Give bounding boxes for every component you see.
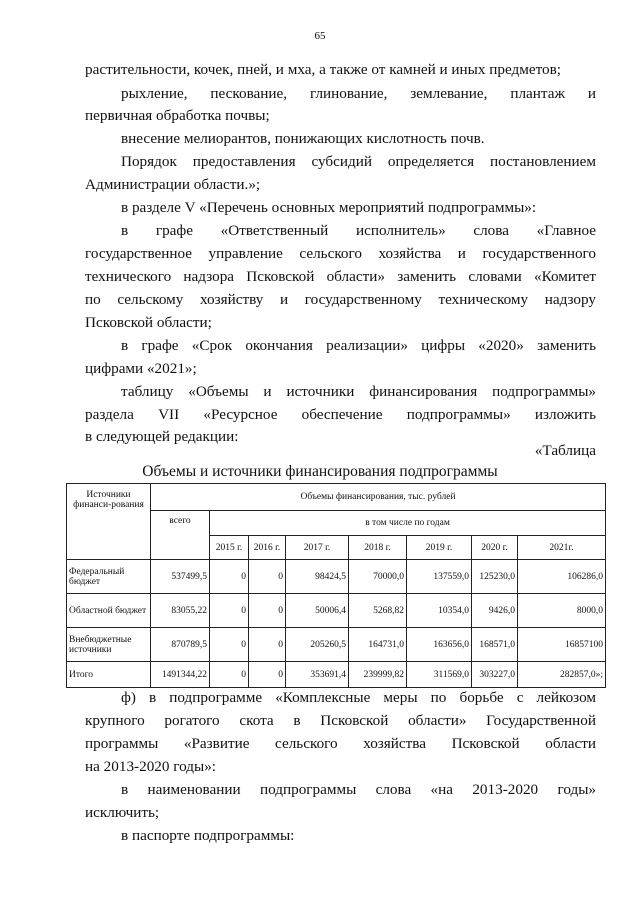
row-source: Итого [67,662,151,688]
text-line: рыхление, пескование, глинование, землевание, плантаж и [121,85,596,102]
text-line: исключить; [85,804,160,821]
table-cell: 70000,0 [349,560,407,594]
table-cell: 0 [249,628,286,662]
financing-table-container [66,483,606,688]
text-line: Администрации области.»; [85,176,261,193]
text-line: цифрами «2021»; [85,360,197,377]
row-source: Внебюджетные источники [67,628,151,662]
table-cell: 98424,5 [286,560,349,594]
text-line: технического надзора Псковской области» заменить словами «Комитет [85,268,596,285]
table-cell: 10354,0 [407,594,472,628]
text-line: в разделе V «Перечень основных мероприятий подпрограммы»: [121,199,537,216]
header-year: 2018 г. [349,536,407,560]
text-line: Псковской области; [85,314,212,331]
table-cell: 311569,0 [407,662,472,688]
text-line: в графе «Срок окончания реализации» цифры «2020» заменить [121,337,596,354]
table-cell: 303227,0 [472,662,518,688]
table-row [67,594,606,628]
header-year: 2020 г. [472,536,518,560]
table-cell: 16857100 [518,628,606,662]
table-cell: 282857,0»; [518,662,606,688]
header-year: 2021г. [518,536,606,560]
text-line: внесение мелиорантов, понижающих кислотность почв. [121,130,485,147]
header-year: 2015 г. [210,536,249,560]
table-cell: 137559,0 [407,560,472,594]
financing-table [66,483,606,688]
table-cell: 8000,0 [518,594,606,628]
text-line: раздела VII «Ресурсное обеспечение подпрограммы» изложить [85,406,596,423]
text-line: в наименовании подпрограммы слова «на 2013-2020 годы» [121,781,596,798]
text-line: таблицу «Объемы и источники финансирования подпрограммы» [121,383,596,400]
text-line: крупного рогатого скота в Псковской области» Государственной [85,712,596,729]
table-cell: 106286,0 [518,560,606,594]
table-cell: 0 [210,662,249,688]
table-cell: 353691,4 [286,662,349,688]
text-line: в следующей редакции: [85,428,239,445]
text-line: программы «Развитие сельского хозяйства Псковской области [85,735,596,752]
table-cell: 0 [210,594,249,628]
table-cell: 205260,5 [286,628,349,662]
text-line: государственное управление сельского хозяйства и государственного [85,245,596,262]
header-year: 2019 г. [407,536,472,560]
table-cell: 0 [210,560,249,594]
header-including: в том числе по годам [210,511,606,536]
text-line: первичная обработка почвы; [85,107,270,124]
table-row [67,560,606,594]
header-total: всего [151,511,210,560]
table-cell: 0 [249,662,286,688]
header-volume: Объемы финансирования, тыс. рублей [151,484,606,511]
table-caption: Объемы и источники финансирования подпрограммы [142,463,498,480]
table-cell: 5268,82 [349,594,407,628]
table-header-row [67,484,606,511]
header-year: 2017 г. [286,536,349,560]
row-source: Областной бюджет [67,594,151,628]
table-cell: 163656,0 [407,628,472,662]
text-line: «Таблица [534,442,596,459]
table-cell: 0 [249,594,286,628]
text-line: в паспорте подпрограммы: [121,827,295,844]
row-source: Федеральный бюджет [67,560,151,594]
row-total: 1491344,22 [151,662,210,688]
row-total: 870789,5 [151,628,210,662]
table-cell: 125230,0 [472,560,518,594]
table-cell: 0 [210,628,249,662]
text-line: в графе «Ответственный исполнитель» слова «Главное [121,222,596,239]
row-total: 537499,5 [151,560,210,594]
table-cell: 0 [249,560,286,594]
text-line: растительности, кочек, пней, и мха, а также от камней и иных предметов; [85,61,562,78]
text-line: на 2013-2020 годы»: [85,758,217,775]
table-row-total [67,662,606,688]
row-total: 83055,22 [151,594,210,628]
table-cell: 168571,0 [472,628,518,662]
table-cell: 164731,0 [349,628,407,662]
table-cell: 239999,82 [349,662,407,688]
table-cell: 9426,0 [472,594,518,628]
table-row [67,628,606,662]
text-line: Порядок предоставления субсидий определяется постановлением [121,153,596,170]
text-line: по сельскому хозяйству и государственному техническому надзору [85,291,596,308]
table-cell: 50006,4 [286,594,349,628]
page-number: 65 [314,30,326,42]
header-year: 2016 г. [249,536,286,560]
header-source: Источники финанси-рования [67,484,151,560]
text-line: ф) в подпрограмме «Комплексные меры по борьбе с лейкозом [121,689,596,706]
